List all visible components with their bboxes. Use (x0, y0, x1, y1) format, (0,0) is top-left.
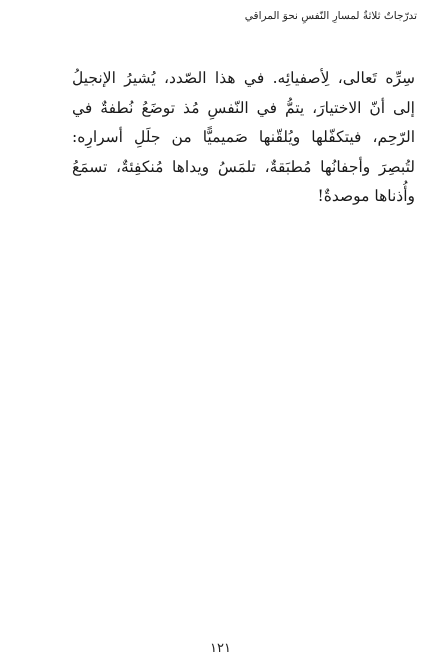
page-number: ١٢١ (210, 641, 231, 656)
paragraph: سِرِّه تَعالى، لِأصفيائِه. في هذا الصّدد، يُشيرُ الإنجيلُ إلى أنّ الاختيارَ، يتمُّ في النّفسِ مُذ توضَعُ نُطفةٌ في الرّحِم، فيتكفّلها ويُلقّنها صَميميًّا من جلَلِ أسرارِه: لتُبصِرَ وأجفانُها مُطبَقةٌ، تلمَسُ ويداها مُنكفِئةٌ، تسمَعُ وأُذناها موصدةٌ! (72, 69, 415, 205)
body-text (72, 64, 415, 212)
running-header: تدرّجاتٌ ثلاثةٌ لمسارِ النّفسِ نحوَ المراقي (244, 10, 417, 22)
